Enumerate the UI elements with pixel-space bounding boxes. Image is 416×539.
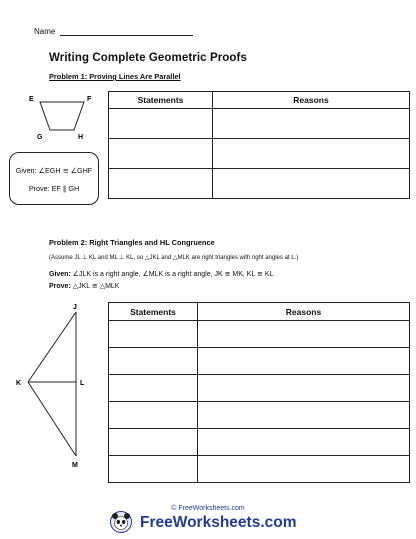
table-row — [109, 429, 410, 456]
table-row — [109, 456, 410, 483]
reason-cell[interactable] — [213, 139, 410, 169]
table-row — [109, 109, 410, 139]
reason-cell[interactable] — [198, 402, 410, 429]
reasons-header: Reasons — [213, 92, 410, 109]
label-f: F — [87, 96, 92, 103]
given-prove-box — [9, 152, 99, 205]
reason-cell[interactable] — [198, 375, 410, 402]
statement-cell[interactable] — [109, 321, 198, 348]
reasons-header: Reasons — [198, 303, 410, 321]
problem2-heading: Problem 2: Right Triangles and HL Congruence — [49, 238, 215, 247]
footer-brand-logo: FreeWorksheets.com — [140, 514, 297, 531]
label-k: K — [16, 380, 22, 387]
name-label: Name — [34, 27, 56, 36]
reason-cell[interactable] — [198, 456, 410, 483]
problem2-assumption: (Assume JL ⊥ KL and ML ⊥ KL, so △JKL and △MLK are right triangles with right angles at L.) — [49, 255, 299, 261]
reason-cell[interactable] — [213, 109, 410, 139]
table-row — [109, 169, 410, 199]
label-h: H — [78, 134, 84, 141]
table-row — [109, 375, 410, 402]
statement-cell[interactable] — [109, 169, 213, 199]
reason-cell[interactable] — [213, 169, 410, 199]
problem1-heading: Problem 1: Proving Lines Are Parallel — [49, 72, 181, 81]
statement-cell[interactable] — [109, 456, 198, 483]
reason-cell[interactable] — [198, 348, 410, 375]
statement-cell[interactable] — [109, 375, 198, 402]
label-e: E — [29, 96, 34, 103]
problem2-given — [49, 270, 273, 278]
triangles-figure — [12, 300, 102, 472]
given-statement: Given: ∠EGH ≅ ∠GHF — [15, 166, 93, 175]
label-l: L — [80, 380, 85, 387]
label-j: J — [73, 304, 77, 311]
table-row — [109, 402, 410, 429]
footer-copyright: © FreeWorksheets.com — [171, 505, 245, 512]
given-text: ∠JLK is a right angle, ∠MLK is a right angle, JK ≅ MK, KL ≅ KL — [72, 271, 274, 278]
statement-cell[interactable] — [109, 109, 213, 139]
statements-header: Statements — [109, 92, 213, 109]
proof-table-2 — [108, 302, 410, 483]
statement-cell[interactable] — [109, 139, 213, 169]
reason-cell[interactable] — [198, 429, 410, 456]
problem2-prove — [49, 282, 119, 290]
reason-cell[interactable] — [198, 321, 410, 348]
prove-statement: Prove: EF ∥ GH — [28, 184, 80, 193]
label-m: M — [72, 462, 78, 469]
table-row — [109, 321, 410, 348]
prove-label: Prove: — [49, 283, 71, 290]
statements-header: Statements — [109, 303, 198, 321]
name-write-line[interactable] — [60, 35, 193, 36]
statement-cell[interactable] — [109, 402, 198, 429]
statement-cell[interactable] — [109, 429, 198, 456]
table-row — [109, 139, 410, 169]
label-g: G — [37, 134, 43, 141]
statement-cell[interactable] — [109, 348, 198, 375]
proof-table-1 — [108, 91, 410, 199]
prove-text: △JKL ≅ △MLK — [72, 283, 120, 290]
table-row — [109, 348, 410, 375]
trapezoid-figure — [28, 92, 98, 144]
panda-logo-icon — [110, 511, 132, 533]
given-label: Given: — [49, 271, 71, 278]
worksheet-title: Writing Complete Geometric Proofs — [49, 52, 247, 64]
